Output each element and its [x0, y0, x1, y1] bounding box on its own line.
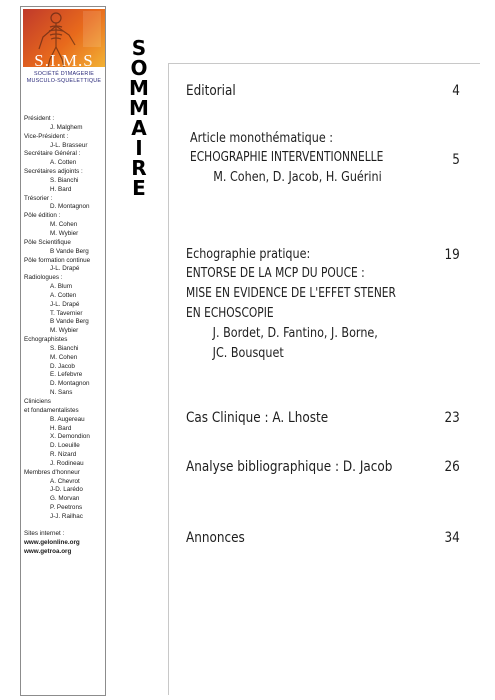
toc-entry-analyse[interactable] — [186, 458, 460, 477]
board-member: M. Wybier — [50, 229, 79, 237]
board-role: Secrétaires adjoints : — [24, 168, 83, 176]
toc-entry-annonces[interactable] — [186, 529, 460, 548]
board-role: Vice-Président : — [24, 132, 69, 140]
board-member: D. Loeuille — [50, 442, 80, 450]
title-letter: M — [129, 76, 149, 100]
board-member: H. Bard — [50, 424, 72, 432]
board-member: A. Blum — [50, 283, 73, 291]
board-member: M. Cohen — [50, 221, 78, 229]
toc-title: Cas Clinique : A. Lhoste — [186, 410, 329, 426]
board-member: P. Peetrons — [50, 504, 83, 512]
websites-label: Sites internet : — [24, 529, 65, 537]
title-letter: M — [129, 96, 149, 120]
board-member: M. Wybier — [50, 327, 79, 335]
board-member: J-L. Drapé — [50, 265, 80, 273]
board-role: Pôle édition : — [24, 212, 61, 220]
board-member: J. Rodineau — [50, 459, 84, 467]
title-letter: O — [130, 56, 148, 80]
toc-title-line1: ENTORSE DE LA MCP DU POUCE : — [186, 266, 365, 281]
board-member: G. Morvan — [50, 495, 80, 503]
toc-page-number: 26 — [444, 459, 460, 475]
toc-section-label: Echographie pratique: — [186, 247, 311, 262]
board-role: Trésorier : — [24, 194, 53, 202]
board-role: Radiologues : — [24, 274, 63, 282]
toc-page-number: 5 — [452, 152, 460, 168]
title-letter: R — [131, 156, 147, 180]
title-letter: A — [131, 116, 147, 140]
logo-name: S.I.M.S — [34, 51, 94, 67]
spacer — [24, 522, 106, 530]
board-member: J-L. Brasseur — [50, 141, 88, 149]
board-role: Président : — [24, 115, 55, 122]
toc-entry-cas-clinique[interactable] — [186, 409, 460, 428]
toc-page-number: 34 — [444, 530, 460, 546]
board-member: H. Bard — [50, 185, 72, 193]
table-of-contents — [168, 63, 480, 695]
board-member: A. Cotten — [50, 291, 77, 299]
board-role: Membres d'honneur — [24, 468, 80, 476]
toc-title: Annonces — [186, 530, 245, 546]
board-member: D. Montagnon — [50, 380, 90, 388]
society-board-column — [20, 6, 106, 696]
toc-title: Analyse bibliographique : D. Jacob — [186, 459, 393, 475]
board-member: T. Tavernier — [50, 309, 83, 317]
board-role: Secrétaire Général : — [24, 150, 81, 158]
board-role: Echographistes — [24, 336, 68, 344]
board-role: Cliniciens — [24, 398, 51, 405]
website-link[interactable]: www.getroa.org — [24, 547, 72, 555]
board-role: et fondamentalistes — [24, 406, 79, 414]
board-member: B Vande Berg — [50, 247, 89, 255]
logo-subtitle-line2: MUSCULO-SQUELETTIQUE — [26, 78, 102, 84]
title-letter: I — [135, 136, 143, 160]
board-member: D. Jacob — [50, 362, 75, 370]
toc-page-number: 23 — [444, 410, 460, 426]
board-member: X. Demondion — [50, 433, 90, 441]
board-member: J-D. Larédo — [50, 486, 83, 494]
board-role: Pôle Scientifique — [24, 238, 71, 246]
board-member: J. Malghem — [50, 123, 83, 131]
board-member: B. Augereau — [50, 415, 85, 423]
title-letter: E — [132, 176, 146, 200]
board-member: A. Chevrot — [50, 477, 80, 485]
toc-section-label: Article monothématique : — [190, 131, 334, 146]
sommaire-vertical-title — [126, 38, 152, 198]
toc-page-number: 19 — [444, 247, 460, 263]
website-link[interactable]: www.gelonline.org — [24, 538, 80, 546]
toc-page-number: 4 — [452, 83, 460, 99]
toc-title-line3: EN ECHOSCOPIE — [186, 306, 274, 321]
toc-entry-article[interactable] — [190, 130, 460, 188]
board-member: R. Nizard — [50, 451, 77, 459]
toc-entry-echographie[interactable] — [186, 246, 460, 364]
board-member: D. Montagnon — [50, 203, 90, 211]
toc-entry-editorial[interactable] — [186, 82, 460, 101]
board-member: S. Bianchi — [50, 176, 79, 184]
board-member: J-L. Drapé — [50, 300, 80, 308]
board-member: E. Lefebvre — [50, 371, 83, 379]
toc-title: Editorial — [186, 83, 236, 99]
toc-authors-line2: JC. Bousquet — [212, 346, 284, 361]
board-list — [24, 115, 106, 556]
society-logo — [23, 9, 105, 67]
board-member: A. Cotten — [50, 159, 77, 167]
toc-authors: M. Cohen, D. Jacob, H. Guérini — [213, 170, 382, 185]
toc-title-line2: MISE EN EVIDENCE DE L'EFFET STENER — [186, 286, 396, 301]
board-member: N. Sans — [50, 389, 73, 397]
board-member: B Vande Berg — [50, 318, 89, 326]
board-role: Pôle formation continue — [24, 256, 91, 264]
logo-subtitle-line1: SOCIÉTÉ D'IMAGERIE — [33, 71, 95, 77]
title-letter: S — [131, 36, 147, 60]
board-member: M. Cohen — [50, 353, 78, 361]
board-member: J-J. Railhac — [50, 512, 83, 520]
toc-title: ECHOGRAPHIE INTERVENTIONNELLE — [190, 150, 384, 165]
toc-authors-line1: J. Bordet, D. Fantino, J. Borne, — [212, 326, 378, 341]
board-member: S. Bianchi — [50, 344, 79, 352]
